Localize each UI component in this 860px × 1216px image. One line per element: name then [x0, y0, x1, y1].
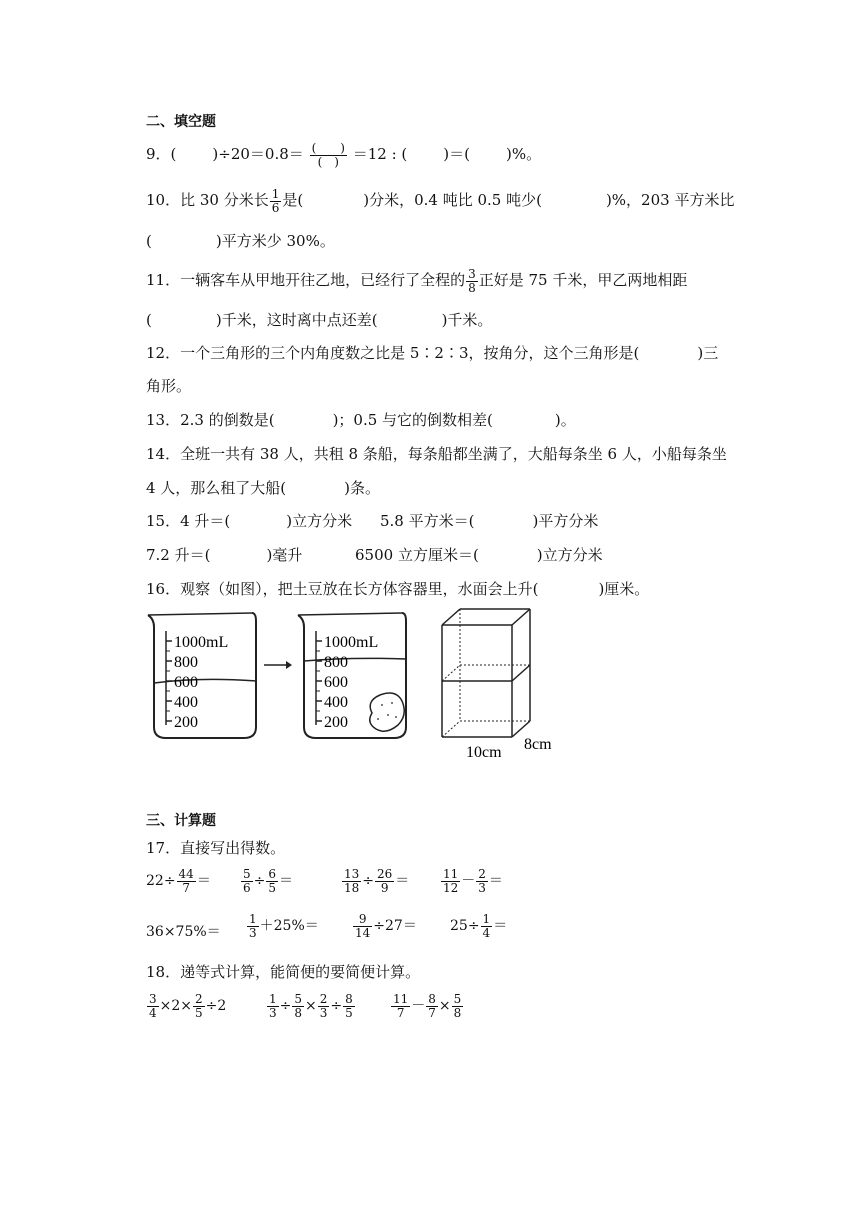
- fraction: $\frac{3}{8}$: [468, 266, 476, 295]
- calc-18-2: $\frac{1}{3}$ ÷ $\frac{5}{8}$ × $\frac{2}{3}$ ÷ $\frac{8}{5}$: [269, 992, 353, 1020]
- beaker-1-label-400: 400: [174, 694, 198, 711]
- question-17-title: 17．直接写出得数。: [146, 839, 286, 857]
- question-15-line-2a: 7.2 升＝( )毫升: [146, 546, 303, 564]
- calc-17-2: $\frac{5}{6}$ ÷ $\frac{6}{5}$ ＝: [243, 867, 294, 895]
- beaker-1-label-200: 200: [174, 714, 198, 731]
- calc-17-7: $\frac{9}{14}$ ÷27＝: [355, 912, 417, 940]
- fraction-blank: ( ) ( ): [311, 140, 345, 169]
- calc-18-1: $\frac{3}{4}$ ×2× $\frac{2}{5}$ ÷2: [149, 992, 227, 1020]
- question-16: 16．观察（如图），把土豆放在长方体容器里，水面会上升( )厘米。: [146, 580, 650, 598]
- potato-container-figure: [140, 605, 570, 765]
- beaker-2-label-1000: 1000mL: [324, 634, 379, 651]
- question-10-line-2: ( )平方米少 30%。: [146, 232, 335, 250]
- calc-18-3: $\frac{11}{7}$ － $\frac{8}{7}$ × $\frac{5}{8}$: [393, 992, 462, 1020]
- beaker-1-label-1000: 1000mL: [174, 634, 229, 651]
- calc-17-8: 25÷ $\frac{1}{4}$ ＝: [450, 912, 508, 940]
- question-12-line-2: 角形。: [146, 377, 192, 395]
- calc-17-3: $\frac{13}{18}$ ÷ $\frac{26}{9}$ ＝: [344, 867, 410, 895]
- question-14-line-2: 4 人，那么租了大船( )条。: [146, 479, 381, 497]
- cuboid-container: [442, 609, 552, 761]
- beaker-1-label-800: 800: [174, 654, 198, 671]
- question-14-line-1: 14．全班一共有 38 人，共租 8 条船，每条船都坐满了，大船每条坐 6 人，小船每条坐: [146, 445, 727, 463]
- beaker-2: [298, 613, 406, 738]
- arrow-right-icon: [264, 661, 292, 669]
- question-12-line-1: 12．一个三角形的三个内角度数之比是 5∶2∶3，按角分，这个三角形是( )三: [146, 344, 719, 362]
- beaker-1-label-600: 600: [174, 674, 198, 691]
- calc-17-5: 36×75%＝: [146, 924, 221, 940]
- question-10-line-1: 10．比 30 分米长 $\frac{1}{6}$ 是( )分米，0.4 吨比 0.5 吨少( )%，203 平方米比: [146, 186, 735, 215]
- question-15-line-1b: 5.8 平方米＝( )平方分米: [380, 512, 599, 530]
- fraction: $\frac{1}{6}$: [271, 186, 280, 215]
- beaker-2-label-200: 200: [324, 714, 348, 731]
- beaker-2-label-400: 400: [324, 694, 348, 711]
- potato-icon: [370, 693, 405, 731]
- beaker-2-label-600: 600: [324, 674, 348, 691]
- question-11-line-2: ( )千米，这时离中点还差( )千米。: [146, 311, 493, 329]
- beaker-2-label-800: 800: [324, 654, 348, 671]
- question-15-line-1a: 15．4 升＝( )立方分米: [146, 512, 353, 530]
- depth-label: 8cm: [524, 736, 552, 753]
- question-13: 13．2.3 的倒数是( )；0.5 与它的倒数相差( )。: [146, 411, 576, 429]
- calc-17-1: 22÷ $\frac{44}{7}$ ＝: [146, 867, 211, 895]
- calc-17-6: $\frac{1}{3}$ ＋25%＝: [249, 912, 319, 940]
- width-label: 10cm: [466, 744, 502, 761]
- question-15-line-2b: 6500 立方厘米＝( )立方分米: [355, 546, 603, 564]
- question-18-title: 18．递等式计算，能简便的要简便计算。: [146, 963, 421, 981]
- section-title-fill-in: 二、填空题: [146, 114, 216, 130]
- question-9: 9．( )÷20＝0.8＝ ( ) ( ) ＝12 : ( )＝( )%。: [146, 140, 542, 169]
- question-11-line-1: 11．一辆客车从甲地开往乙地，已经行了全程的 $\frac{3}{8}$ 正好是 75 千米，甲乙两地相距: [146, 266, 688, 295]
- section-title-calculation: 三、计算题: [146, 813, 216, 829]
- calc-17-4: $\frac{11}{12}$ － $\frac{2}{3}$ ＝: [443, 867, 503, 895]
- beaker-1: [148, 613, 256, 738]
